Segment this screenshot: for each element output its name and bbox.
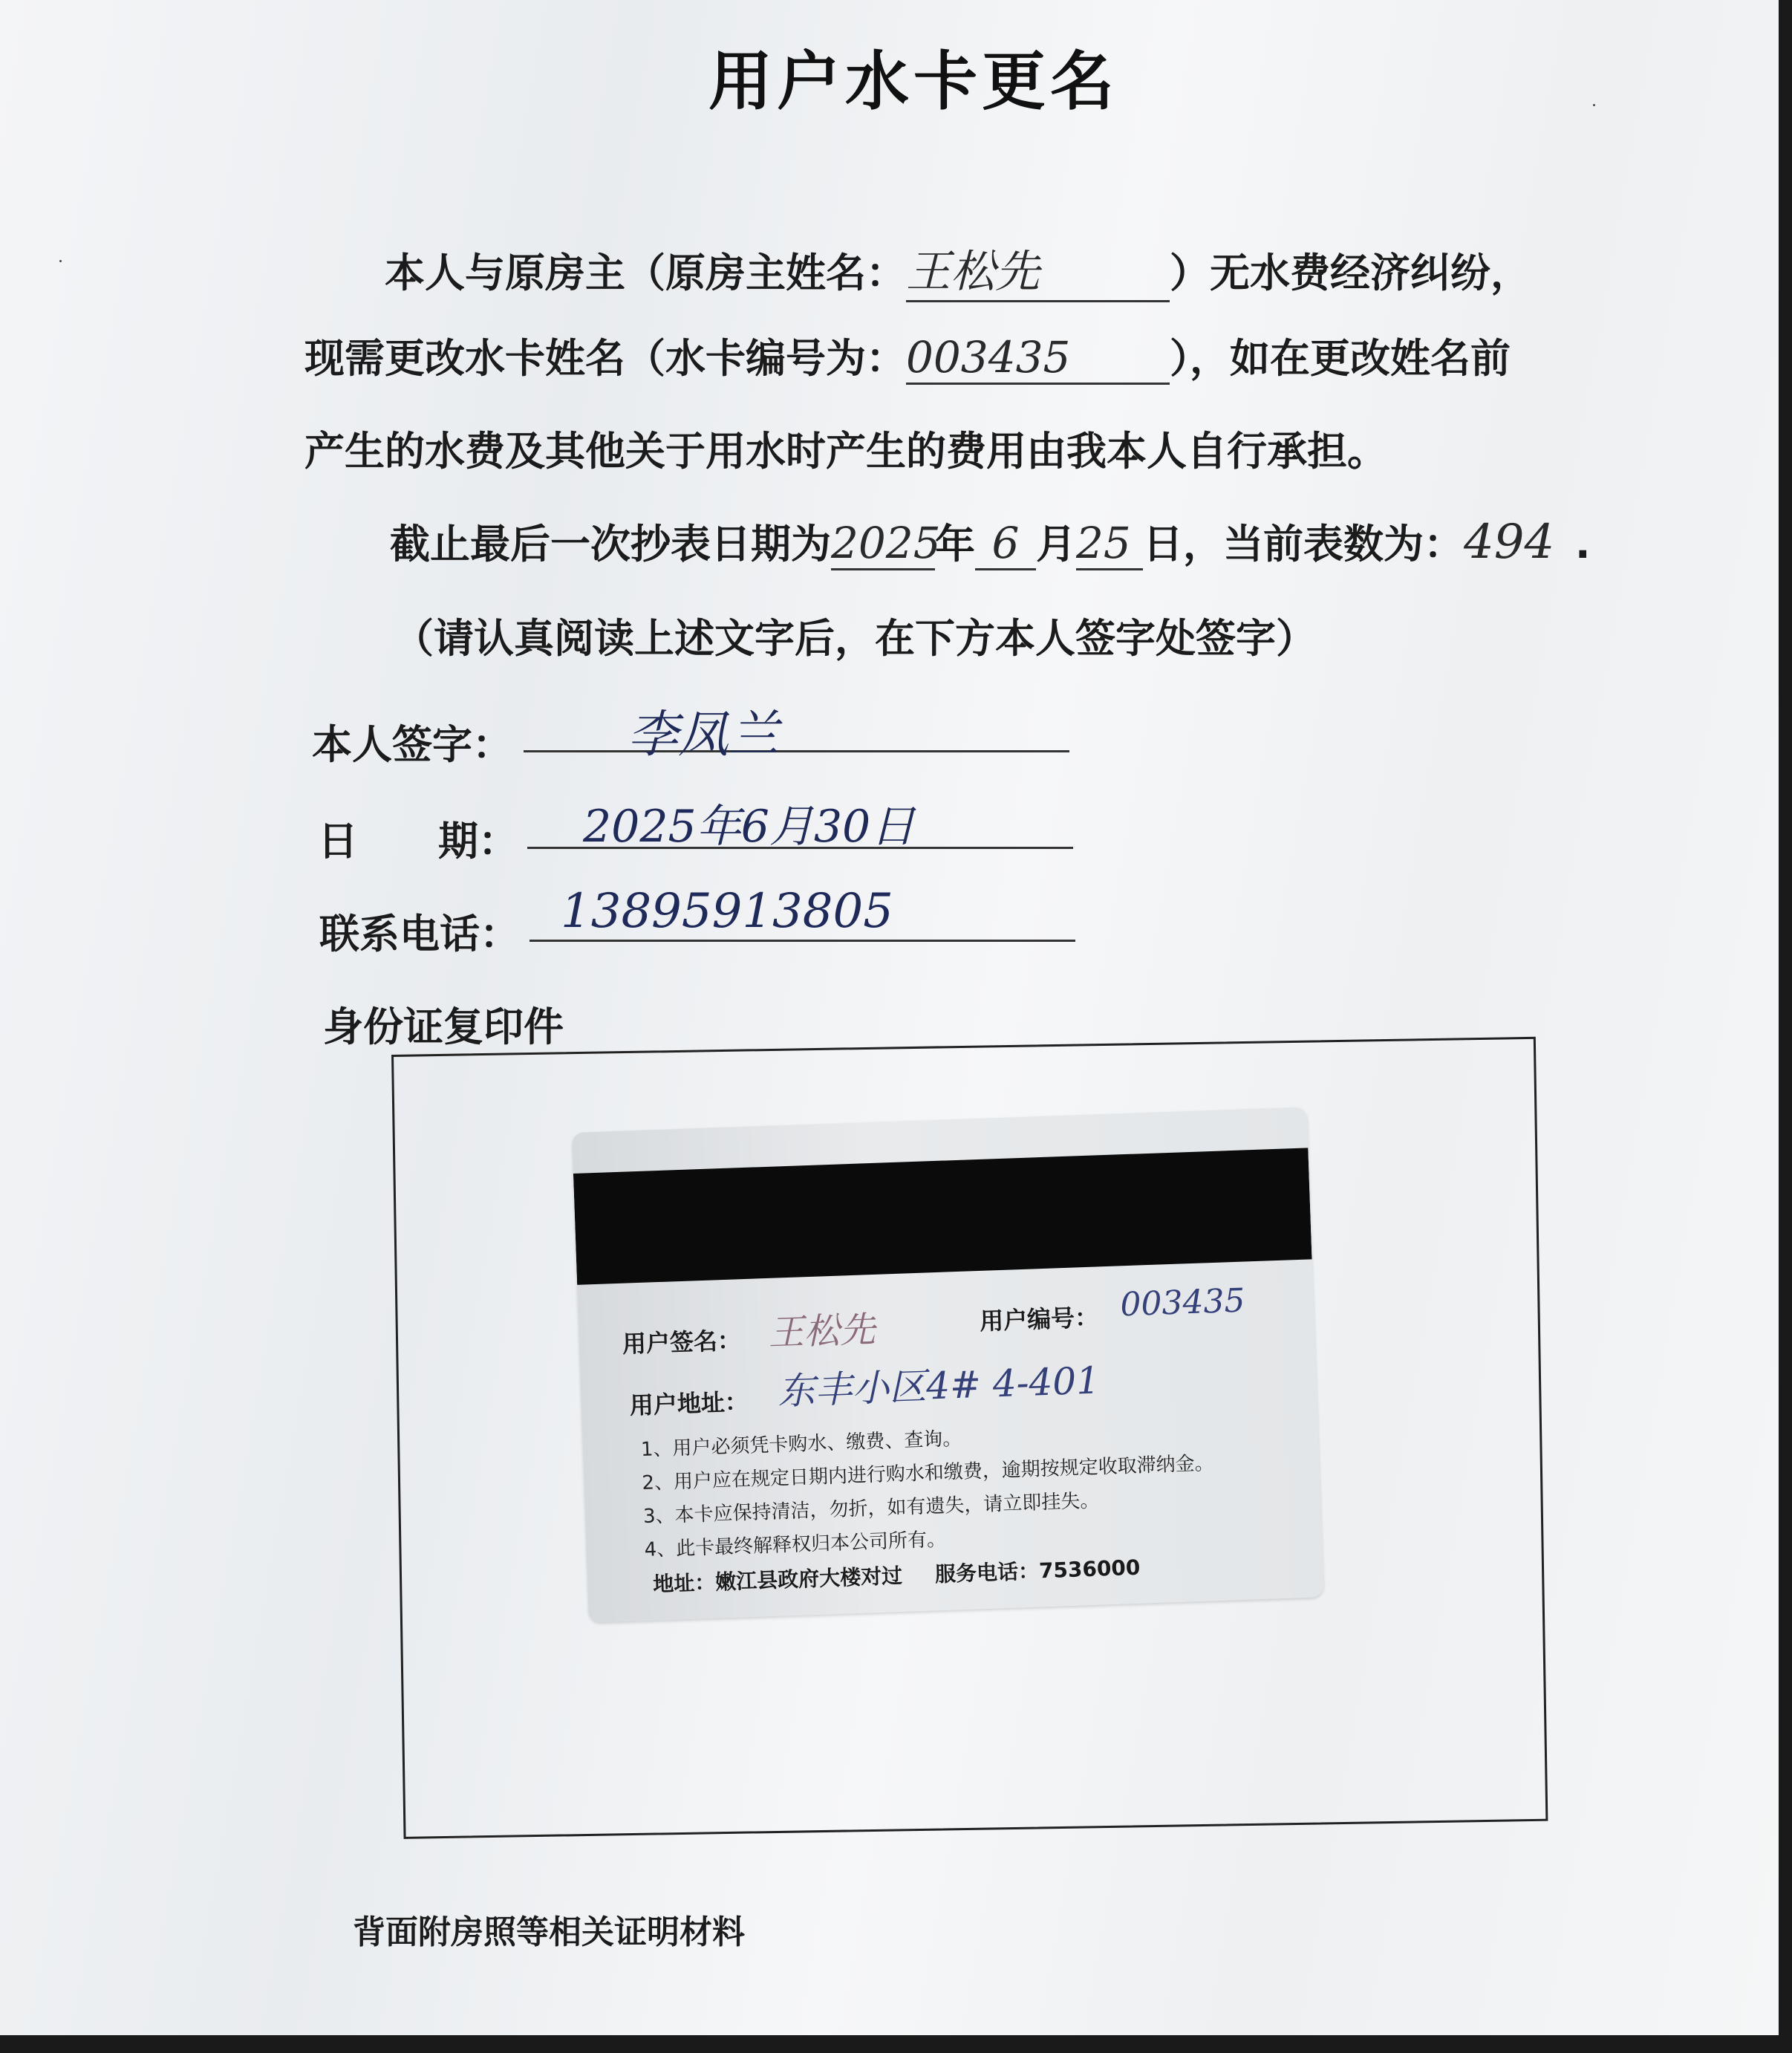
reading-prefix: 截止最后一次抄表日期为	[390, 521, 831, 567]
card-name-handwritten: 王松先	[767, 1308, 876, 1354]
card-no-suffix: ），如在更改姓名前	[1170, 335, 1511, 382]
reading-day-unit: 日，当前表数为：	[1143, 521, 1464, 567]
owner-name-prefix: 本人与原房主（原房主姓名：	[385, 250, 906, 296]
owner-name-handwritten: 王松先	[906, 236, 1170, 302]
reading-month-unit: 月	[1036, 521, 1076, 567]
page-title: 用户水卡更名	[708, 45, 1118, 119]
card-no-handwritten: 003435	[906, 332, 1170, 385]
paragraph-line-3: 产生的水费及其他关于用水时产生的费用由我本人自行承担。	[304, 428, 1387, 475]
id-copy-label: 身份证复印件	[323, 1003, 564, 1050]
reading-day: 25	[1076, 518, 1143, 570]
card-no-prefix: 现需更改水卡姓名（水卡编号为：	[304, 335, 906, 382]
card-rule-2: 2、用户应在规定日期内进行购水和缴费，逾期按规定收取滞纳金。	[642, 1452, 1215, 1494]
phone-handwritten: 13895913805	[561, 884, 893, 939]
card-name-label: 用户签名：	[622, 1326, 742, 1359]
date-label: 日 期：	[318, 818, 518, 865]
water-card-photo	[572, 1107, 1323, 1622]
card-rule-3: 3、本卡应保持清洁，勿折，如有遗失，请立即挂失。	[642, 1489, 1100, 1528]
signing-instruction: （请认真阅读上述文字后，在下方本人签字处签字）	[394, 615, 1316, 662]
owner-name-suffix: ）无水费经济纠纷，	[1170, 250, 1531, 296]
signature-label: 本人签字：	[312, 721, 512, 768]
card-no-label: 用户编号：	[979, 1303, 1099, 1335]
reading-year-unit: 年	[935, 521, 975, 567]
signature-underline	[524, 750, 1069, 752]
signature-handwritten: 李凤兰	[628, 706, 780, 764]
card-address-label: 用户地址：	[629, 1387, 749, 1420]
reading-month: 6	[975, 518, 1036, 570]
speck	[1593, 104, 1595, 106]
reading-year: 2025	[831, 518, 935, 570]
phone-underline	[530, 940, 1075, 942]
speck	[59, 260, 62, 262]
date-handwritten: 2025年6月30日	[583, 801, 916, 853]
paragraph-line-1	[385, 236, 1531, 302]
meter-reading-line	[390, 513, 1591, 570]
card-address-handwritten: 东丰小区4# 4-401	[777, 1359, 1101, 1413]
magnetic-stripe	[573, 1148, 1312, 1284]
card-service-phone: 服务电话：7536000	[934, 1555, 1141, 1587]
card-rule-4: 4、此卡最终解释权归本公司所有。	[644, 1528, 947, 1561]
reading-end: .	[1575, 521, 1591, 567]
paragraph-line-2	[304, 327, 1511, 385]
card-rules	[640, 1413, 1216, 1567]
attachment-note: 背面附房照等相关证明材料	[353, 1913, 745, 1951]
meter-value: 494	[1464, 515, 1555, 570]
card-company-address: 地址：嫩江县政府大楼对过	[652, 1563, 903, 1597]
card-no-handwritten: 003435	[1119, 1281, 1246, 1324]
card-rule-1: 1、用户必须凭卡购水、缴费、查询。	[640, 1427, 962, 1462]
phone-label: 联系电话：	[319, 911, 520, 957]
